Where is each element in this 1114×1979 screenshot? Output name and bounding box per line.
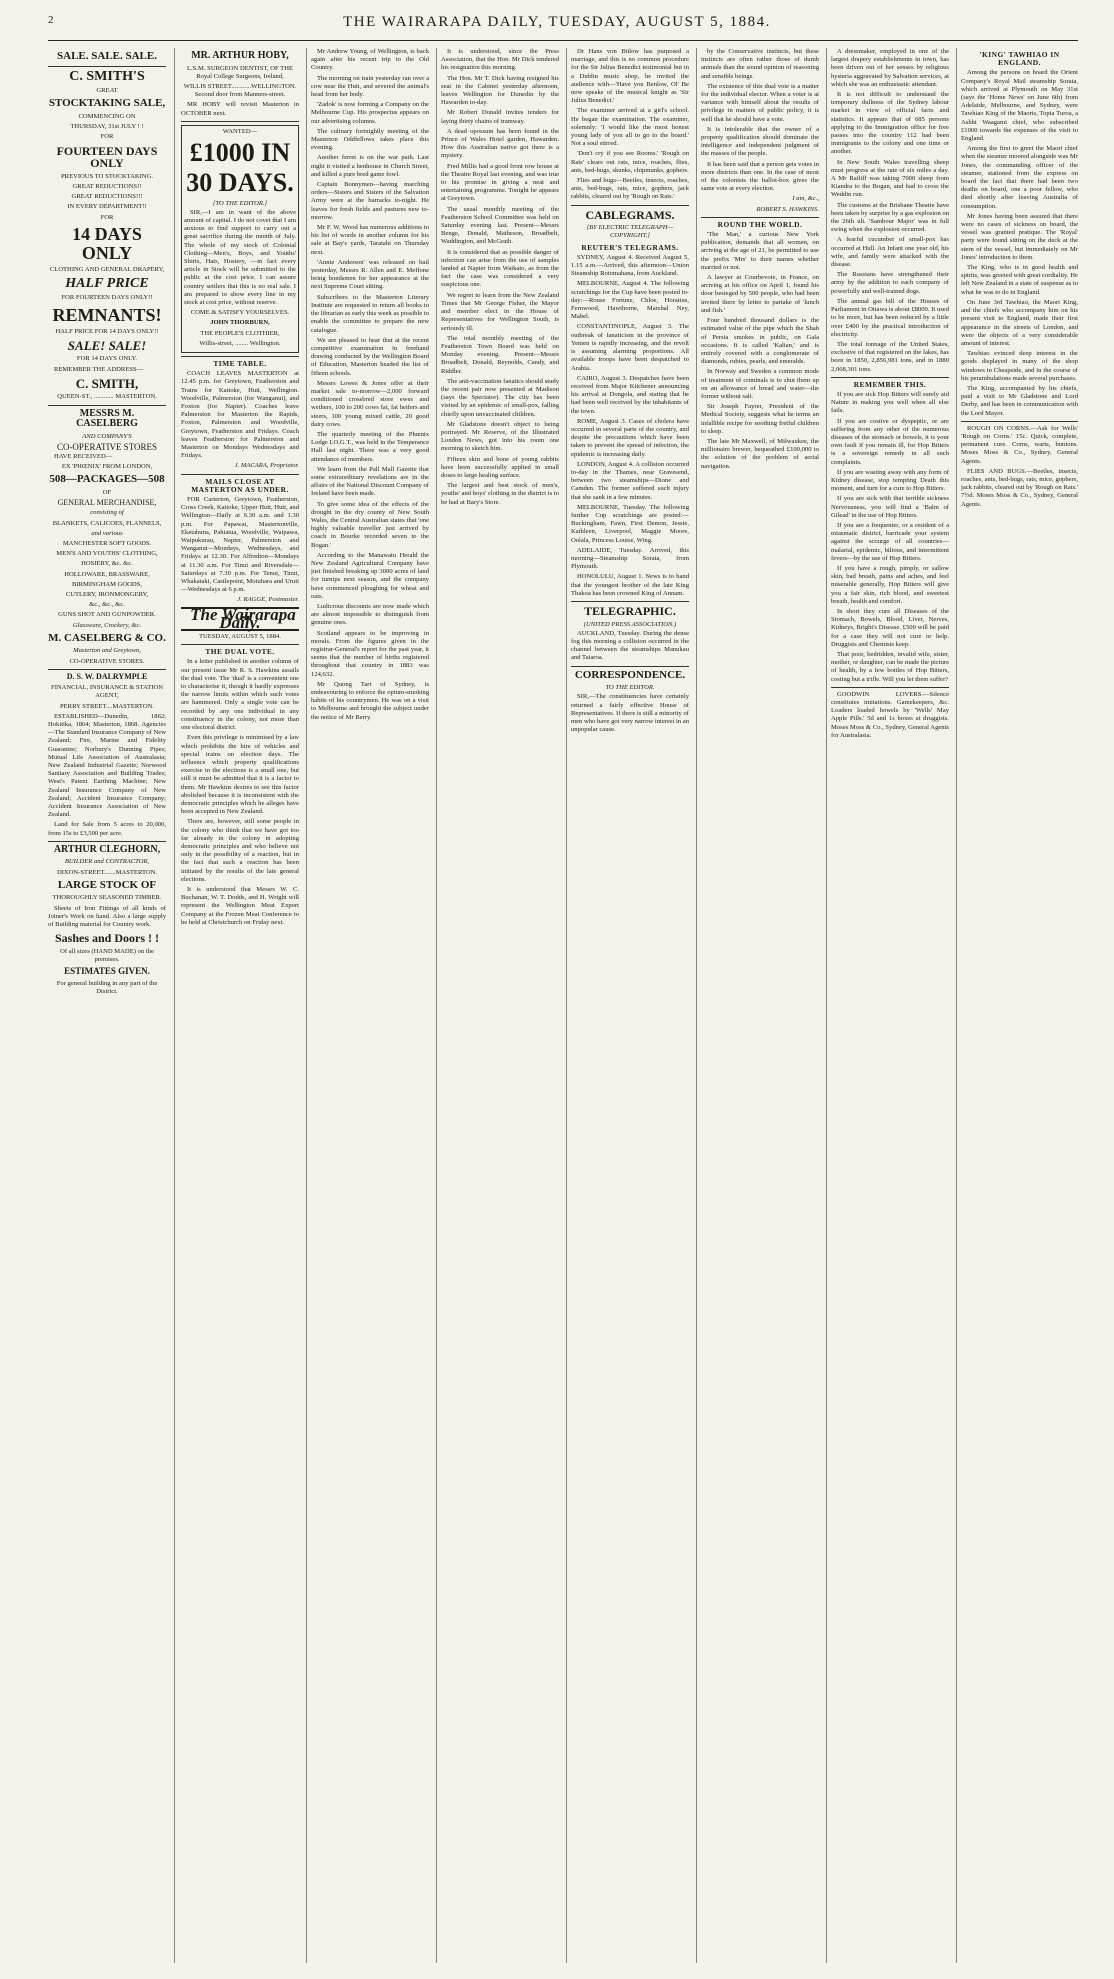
- sashes-heading: Sashes and Doors ! !: [54, 931, 159, 946]
- telegraphic-heading: TELEGRAPHIC.: [584, 603, 676, 618]
- news-item: A lawyer at Courbevoie, in France, on arriving at his office on April 1, found his door besieged by 500 people, who had been invited there by letter to partake of 'lunch and fish.': [701, 274, 819, 314]
- hoby-title: L.S.M. SURGEON DENTIST, OF THE Royal College Surgeons, Ireland,: [187, 64, 293, 80]
- news-item: Scotland appears to be improving in morals. From the figures given in the registrar-General's report for the past year, it seems that the number of births registered throughout that country in 1883 was 124,632.: [311, 629, 429, 678]
- letter-para: The existence of this dual vote is a matter for the individual elector. When a voter is at variance with himself about the results of privilege in matters of public policy, it is well that he should have a vote.: [701, 82, 819, 123]
- column-4: [441, 48, 559, 1963]
- telegraph-item: AUCKLAND, Tuesday. During the dense fog this morning a collision occurred in the channel between the steamships Manukau and Taiaroa.: [571, 629, 689, 662]
- news-item: In Norway and Sweden a common mode of treatment of criminals is to shut them up on an allowance of bread and water—the former without salt.: [701, 368, 819, 400]
- advert-item: ROUGH ON CORNS.—Ask for Wells' 'Rough on Corns.' 15c. Quick, complete, permanent cure. Corns, warts, bunions. Moses Moss & Co., Sydney, General Agents.: [961, 424, 1078, 465]
- estimates-heading: ESTIMATES GIVEN.: [64, 966, 150, 977]
- column-2: [181, 48, 299, 1963]
- paper-date: TUESDAY, AUGUST 5, 1884.: [199, 633, 281, 641]
- cable-item: MELBOURNE, Tuesday. The following further Cup scratchings are posted:—Buckingham, Fawn, First Demon, Jessie, Kathleen, Liverpool, Maggie Moore, Oolala, Princess Louise, Wing.: [571, 503, 689, 544]
- column-rule-5: [696, 48, 697, 1963]
- mens-clothing: MEN'S AND YOUTHS' CLOTHING,: [56, 550, 158, 558]
- page-number: 2: [48, 14, 55, 26]
- for-label-2: FOR: [100, 213, 114, 221]
- manchester-goods: MANCHESTER SOFT GOODS.: [62, 540, 152, 548]
- column-rule-3: [436, 48, 437, 1963]
- news-item: 'The Man,' a curious New York publication, demands that all women, on arriving at the age of 21, be permitted to use the prefix 'Mrs' to their names whether married or not.: [701, 231, 819, 271]
- dalrymple-heading: D. S. W. DALRYMPLE: [66, 671, 148, 681]
- commencing-label: COMMENCING ON: [78, 112, 136, 120]
- wanted-label: WANTED—: [222, 127, 258, 135]
- fourteen-days-heading: FOURTEEN DAYS ONLY: [56, 143, 158, 171]
- sale-date: THURSDAY, 31st JULY ! !: [70, 123, 144, 131]
- column-rule-6: [826, 48, 827, 1963]
- news-item: The anti-vaccination fanatics should study the recent pair now presented at Madison (says the Spectator). The city has been visited by an epidemic of small-pox, falling chiefly upon unvaccinated children.: [441, 377, 559, 418]
- news-item: The total monthly meeting of the Featherston Town Board was held on Monday evening. Present—Messrs Broadbelt, Donald, Reynolds, Candy, and Riddler.: [441, 334, 559, 375]
- column-1: [48, 48, 166, 1963]
- hollowware: HOLLOWARE, BRASSWARE,: [64, 570, 150, 578]
- cutlery: CUTLERY, IRONMONGERY,: [65, 591, 149, 599]
- cable-item: HONOLULU, August 1. News is to hand that the youngest brother of the late King Thakoa has been crowned King of Annam.: [571, 573, 689, 597]
- previous-stocktaking: PREVIOUS TO STOCKTAKING.: [61, 172, 153, 180]
- hoby-visit: MR HOBY will revisit Masterton in OCTOBER next.: [181, 101, 299, 117]
- dalrymple-place: PERRY STREET....MASTERTON.: [59, 702, 154, 710]
- clothing-drapery: CLOTHING AND GENERAL DRAPERY,: [49, 265, 165, 273]
- hop-bitters-para: If you are sick with that terrible sickness Nervousness, you will find a 'Balm of Gilead' in the use of Hop Bitters.: [831, 495, 949, 519]
- news-item: The Hon. Mr T. Dick having resigned his seat in the Cabinet yesterday afternoon, leaves Wellington for Dunedin by the Hawarden to-day.: [441, 74, 559, 107]
- remember-this-heading: REMEMBER THIS.: [853, 379, 927, 389]
- hop-bitters-para: If you are wasting away with any form of Kidney disease, stop tempting Death this moment, and turn for a cure to Hop Bitters.: [831, 468, 949, 493]
- guns-shot: GUNS SHOT AND GUNPOWDER.: [58, 611, 156, 619]
- thorburn-shop: THE PEOPLE'S CLOTHIER,: [200, 329, 280, 337]
- letter-para: by the Conservative instincts, but these instincts are often rather those of dumb animals than the sound opinion of reasoning and sensible beings.: [701, 48, 819, 80]
- cable-item: CONSTANTINOPLE, August 3. The outbreak of fanaticism in the province of Yemen is rapidly increasing, and the revolt is assuming alarming proportions. All available troops have been despatched to Arabia.: [571, 323, 689, 372]
- round-world-heading: ROUND THE WORLD.: [717, 219, 803, 229]
- letter-para: It is intolerable that the owner of a property qualification should dominate the intelligence and independent judgment of the masses of the people.: [701, 125, 819, 158]
- cable-item: MELBOURNE, August 4. The following scratchings for the Cup have been posted to-day:—Rouse Fortune, Chloe, Horatius, Fernwood, Hawthorne, Marshal Ney, Mabel.: [571, 280, 689, 321]
- news-item: It is considered that as possible danger of infection can arise from the use of samples landed at Napier from Waikato, as from the fact the case was considered a very suspicious one.: [441, 248, 559, 289]
- tawhiao-heading: 'KING' TAWHIAO IN ENGLAND.: [979, 50, 1060, 68]
- coop-stores-footer: CO-OPERATIVE STORES.: [69, 657, 145, 665]
- news-item: Mr Jones having been assured that there were no cases of sickness on board, the vessel was granted pratique. The 'Royal' party were found sitting on the deck at the stern of the vessel, but immediately on Mr Jones' introduction to them.: [961, 212, 1078, 261]
- news-item: Messrs Lowes & Jones offer at their market sale to-morrow—2,000 forward conditioned crossbred store ewes and wethers, 100 to 200 cows fat, fat heifers and steers, 100 young mixed cattle, 20 good dairy cows.: [311, 379, 429, 428]
- column-7: [831, 48, 949, 1963]
- hop-bitters-para: If you are sick Hop Bitters will surely aid Nature in making you well when all else fails.: [831, 390, 949, 415]
- address-street: QUEEN-ST., ............ MASTERTON.: [57, 393, 157, 401]
- sale-banner: SALE. SALE. SALE.: [57, 50, 157, 62]
- news-item: We regret to learn from the New Zealand Times that Mr George Fisher, the Mayor and member elect in the House of Representatives for Wellington South, is seriously ill.: [441, 291, 559, 332]
- cable-item: CAIRO, August 3. Despatches have been received from Major Kitchener announcing his arrival at Dongola, and stating that he had been well received by the inhabitants of the town.: [571, 374, 689, 415]
- reuters-heading: REUTER'S TELEGRAMS.: [581, 242, 679, 252]
- per-ship: EX 'PHŒNIX' FROM LONDON,: [61, 463, 153, 471]
- news-item: Mr F. W. Wood has numerous additions to his list of words in another column for his sale at Bay's yards, Taratahi on Thursday next.: [311, 224, 429, 256]
- news-item: The late Mr Maxwell, of Milwaukee, the millionaire brewer, bequeathed £100,000 to the solution of the problem of aerial navigation.: [701, 437, 819, 470]
- packages-heading: 508—PACKAGES—508: [49, 473, 165, 486]
- news-item: Mr Quong Tart of Sydney, is endeavouring to enforce the opium-smoking habits of his countrymen. He was on a visit to Melbourne and brought the subject under the notice of Mr Berry.: [311, 680, 429, 721]
- news-item: The Russians have strengthened their army by the addition to each company of powerfully and well-trained dogs.: [831, 271, 949, 295]
- news-item: The examiner arrived at a girl's school. He began the examination. The examiner, solemnly: 'I would like the most honest young lady of you all to go to the board.' Not a soul stirred.: [571, 107, 689, 148]
- caselberg-place: Masterton and Greytown,: [73, 647, 141, 655]
- hoby-address: WILLIS STREET............WELLINGTON. Second door from Manners-street.: [183, 82, 297, 99]
- every-department: IN EVERY DEPARTMENT!!: [67, 203, 147, 211]
- news-item: We are pleased to hear that at the recent competitive examination in freehand drawing conducted by the Wellington Board of Education, Masterton headed the list of fifteen schools.: [311, 336, 429, 377]
- advert-item: FLIES AND BUGS.—Beetles, insects, roaches, ants, bed-bugs, rats, mice, gophers, jack rabbits, cleared out by 'Rough on Rats.' 7½d. Moses Moss & Co., Sydney, General Agents.: [961, 467, 1078, 508]
- birmingham-goods: BIRMINGHAM GOODS,: [72, 580, 142, 588]
- news-item: Captain Bonnymen—having marching orders—Sisters and Sisters of the Salvation Army were at the barracks to-night. He leaves for fresh fields and pastures new to-morrow.: [311, 181, 429, 221]
- timetable-heading: TIME TABLE.: [213, 358, 267, 368]
- wanted-text: SIR,—I am in want of the above amount of capital. I do not covet that I am anxious to find support to carry out a great sacrifice during the month of July. The whole of my stock of Colonial Clothing—Men's, Boys, and Youths' Shirts, Hats, Hosiery, —in fact every article in Stock will be submitted to the public at the cost price. I can assure country settlers that this is no real sale. I am prepared to show every line in my stock at cost price, without reserve.: [184, 208, 296, 306]
- hop-bitters-para: If you are costive or dyspeptic, or are suffering from any other of the numerous diseases of the stomach or bowels, it is your own fault if you remain ill, for Hop Bitters is a sovereign remedy in all such complaints.: [831, 417, 949, 466]
- news-item: A dead opossum has been found in the Prince of Wales Hotel garden, Hawarden. How this Australian native got there is a mystery.: [441, 127, 559, 160]
- column-6: [701, 48, 819, 1963]
- news-item: Among the persons on board the Orient Company's Royal Mail steamship Sorata, which arrived at Plymouth on May 31st (says the 'Home News' on June 6th) from Adelaide, Melbourne, and Sydney, were Tawhiao King of the Maoris, Topia Turoa, a Ashhi Waagami chief, who subscribed £1000 towards the expenses of the visit to England.: [961, 69, 1078, 143]
- correspondence-text: SIR,—The constituencies have certainly returned a fairly effective House of Representatives. If there is still a minority of men who have got very narrow interest in an unpopular cause.: [571, 693, 689, 734]
- news-item: According to the Manawatu Herald the New Zealand Agricultural Company have just finished breaking up 3000 acres of land for turnips next season, and the company have commenced ploughing for wheat and oats.: [311, 551, 429, 600]
- hop-bitters-para: That poor, bedridden, invalid wife, sister, mother, or daughter, can be made the picture of health, by a few bottles of Hop Bitters, costing but a trifle. Will you let them suffer?: [831, 651, 949, 683]
- letter-signature: ROBERT S. HAWKINS.: [756, 205, 819, 213]
- news-item: Dr Hans von Bülow has purposed a marriage, and this is no common procedure for the Sir Julius Benedict testimonial but in a Dublin music shop, he invited the audience with—'Have you Benlow, Ol' Be now speaks of the musical knight as 'Sir Julius Benedict.': [571, 48, 689, 105]
- for-label: FOR: [100, 133, 114, 141]
- news-item: Four hundred thousand dollars is the estimated value of the pipe which the Shah of Persia smokes in public, on Gala occasions. It is called 'Kalian,' and is entirely covered with a conglomerate of diamonds, rubies, pearls, and emeralds.: [701, 317, 819, 366]
- timber-text: Sheets of Iron Fittings of all kinds of Joiner's Work on hand. Also a large supply of Building material for Country work.: [48, 904, 166, 928]
- cleghorn-heading: ARTHUR CLEGHORN,: [53, 843, 161, 855]
- come-satisfy: COME & SATISFY YOURSELVES.: [190, 309, 290, 317]
- hop-bitters-para: If you have a rough, pimply, or sallow skin, bad breath, pains and aches, and feel miserable generally, Hop Bitters will give you a fair skin, rich blood, and sweetest breath, health and comfort.: [831, 564, 949, 605]
- news-item: Fred Millis had a good front row house at the Theatre Royal last evening, and was true to his promise in giving a neat and entertaining programme. Tonight he appears at Greytown.: [441, 162, 559, 203]
- news-item: It is not difficult to understand the temporary dullness of the Sydney labour market in view of official facts and statistics. It appears that of 685 persons applying to the Immigration office for free passes into the country 112 had been immigrants to the colony and one time or another.: [831, 91, 949, 156]
- sale-sale-heading: SALE! SALE!: [67, 337, 147, 353]
- timetable-signature: J. MACARA, Proprietor.: [234, 462, 299, 470]
- news-item: The customs at the Brisbane Theatre have been taken by surprise by a gas explosion on the 26th ult. 'Sambour Major' was in full swing when the explosion occurred.: [831, 201, 949, 234]
- news-item: 'Zadok' is now forming a Company on the Melbourne Cup. His prospectus appears on our advertising columns.: [311, 101, 429, 125]
- glassware: Glassware, Crockery, &c.: [72, 621, 142, 629]
- smith-name: C. SMITH'S: [69, 68, 145, 84]
- correspondence-subheading: TO THE EDITOR.: [605, 684, 655, 692]
- wanted-ad: [181, 125, 299, 353]
- great-label: GREAT: [96, 87, 118, 95]
- fourteen-days-large: 14 DAYS ONLY: [72, 223, 142, 263]
- dual-vote-para-3: There are, however, still some people in the colony who think that we have got too far already in the colony in adopting democratic principles and who believe not only in the possibility of a reaction, but in the fact that such a reaction has been initiated by the results of the late general elections.: [181, 818, 299, 883]
- news-item: It is understood, since the Press Association, that the Hon. Mr Dick tendered his resignation this morning.: [441, 48, 559, 72]
- cleghorn-place: DIXON-STREET.......MASTERTON.: [56, 868, 158, 876]
- column-3: [311, 48, 429, 1963]
- half-price-heading: HALF PRICE: [65, 275, 149, 291]
- sashes-text: Of all sizes (HAND MADE) on the premises.: [60, 947, 154, 963]
- column-5: [571, 48, 689, 1963]
- dual-vote-para-1: In a letter published in another column of our present issue Mr R. S. Hawkins assails the dual vote. The 'dual' is a convenient one to characterise it, though it hardly expresses the narrow limits within which such votes are hammered. Only a single vote can be recorded by any one individual in any constituency in the colony, not more than one electoral district.: [181, 658, 299, 732]
- masthead-rule: [48, 40, 1078, 41]
- reductions-1: GREAT REDUCTIONS!!: [72, 182, 142, 190]
- news-item: A fearful cucumber of small-pox has occurred at Hull. An Infant one year old, his wife, and family were attacked with the disease.: [831, 236, 949, 269]
- address-name: C. SMITH,: [75, 375, 139, 391]
- stocktaking-heading: STOCKTAKING SALE,: [48, 97, 166, 110]
- thorburn-street: Willis-street, ........ Wellington.: [199, 339, 281, 347]
- letter-para: It has been said that a person gets votes in more districts than one. In the case of most of the colonists the ballot-box gives the same vote at every election.: [701, 160, 819, 193]
- cleghorn-title: BUILDER and CONTRACTOR,: [64, 858, 150, 866]
- for-14-days: FOR 14 DAYS ONLY.: [76, 355, 138, 363]
- cable-item: SYDNEY, August 4. Received August 5, 1.15 a.m.—Arrived, this afternoon—Union Steamship Rotomahana, from Auckland.: [571, 253, 689, 278]
- news-item: The King, accompanied by his chiefs, paid a visit to Mr Gladstone and Lord Derby, and has been in communication with the Lord Mayor.: [961, 384, 1078, 417]
- land-for-sale: Land for Sale from 5 acres to 20,000, from 15s to £3,500 per acre.: [48, 821, 166, 837]
- dalrymple-title: FINANCIAL, INSURANCE & STATION AGENT,: [51, 684, 163, 700]
- news-item: Mr Gladstone doesn't object to being portrayed. Mr Reserve, of the Illustrated London News, got into his room one morning to sketch him.: [441, 420, 559, 453]
- hosiery: HOSIERY, &c. &c.: [81, 560, 133, 568]
- paper-nameplate: The Wairarapa Daily.: [181, 607, 299, 631]
- news-item: Tawhiao evinced deep interest in the goods displayed in many of the shop windows in Cheapside, and in the course of his perambulations made several purchases.: [961, 350, 1078, 382]
- mails-heading: MAILS CLOSE AT MASTERTON AS UNDER.: [191, 476, 289, 494]
- reductions-2: GREAT REDUCTIONS!!!: [71, 193, 143, 201]
- cablegrams-heading: CABLEGRAMS.: [585, 207, 675, 222]
- blankets: BLANKETS, CALICOES, FLANNELS,: [52, 519, 162, 527]
- news-item: 'Annie Anderson' was released on bail yesterday, Messrs R. Allen and E. Meffone being bondsmen for her appearance at the next Supreme Court sitting.: [311, 258, 429, 291]
- cable-item: LONDON, August 4. A collision occurred to-day in the Thames, near Gravesend, between two steamships—Dione and Camden. The former suffered such injury that she sank in a few minutes.: [571, 460, 689, 501]
- timetable-text: COACH LEAVES MASTERTON at 12.45 p.m. for Greytown, Featherston and Trains for Kaitoke, Hutt, Wellington. Woodville, Palmerston (for Wanganui), and Foxton (for Napier). Coaches leave Palmerston for Masterton the Rapids, Foxton, Palmerston and Woodville, Greytown, Featherston and Fridays. Coach leaves Featherston for Palmerston and Masterton on Mondays Wednesdays and Fridays.: [181, 370, 299, 460]
- news-item: The morning on train yesterday ran over a cow near the Hutt, and severed the animal's head from her body.: [311, 74, 429, 99]
- hop-bitters-para: If you are a frequenter, or a resident of a miasmatic district, barricade your system against the scourge of all countries—malarial, epidemic, bilious, and intermittent fevers—by the use of Hop Bitters.: [831, 521, 949, 562]
- news-item: Among the first to greet the Maori chief when the steamer moored alongside was Mr Jones, the commanding officer of the steamer, stationed from the express on board the fact that there had been two deaths on board, one a poor fellow, who died shortly after leaving Australia of consumption.: [961, 145, 1078, 210]
- consisting-of: consisting of: [90, 509, 124, 517]
- letter-closing: I am, &c.,: [792, 195, 819, 203]
- news-item: The largest and best stock of men's, youths' and boys' clothing in the district is to be had at Bary's Store.: [441, 482, 559, 506]
- caselberg-company: AND COMPANY'S: [82, 432, 132, 440]
- cooperative-stores: CO-OPERATIVE STORES: [56, 441, 158, 452]
- general-merchandise: GENERAL MERCHANDISE,: [57, 498, 157, 508]
- news-item: Flies and bugs—Beetles, insects, roaches, ants, bed-bugs, rats, mice, gophers, jack rabbits, cleared out by 'Rough on Rats.': [571, 177, 689, 201]
- dual-vote-para-2: Even this privilege is minimised by a law which prohibits the hire of vehicles and special trains on election days. The influence which property qualifications exercise in the elections is a small one, but still it must be admitted that it is a factor to them. Mr Hawkins desires to see this factor abolished because it is inconsistent with the democratic principles which he alleges have been accepted in New Zealand.: [181, 734, 299, 816]
- to-editor-label: [TO THE EDITOR.]: [212, 199, 268, 207]
- various-label: and various: [91, 529, 123, 537]
- news-item: Sir Joseph Fayrer, President of the Medical Society, suggests what he terms an infallible recipe for soothing fretful children to sleep.: [701, 403, 819, 435]
- news-item: On June 3rd Tawhiao, the Maori King, and the chiefs who accompany him on his present visit to England, made their first appearance in the streets of London, and were the objects of a very considerable amount of interest.: [961, 298, 1078, 347]
- half-price-note: HALF PRICE FOR 14 DAYS ONLY!!: [55, 327, 159, 335]
- thorburn-name: JOHN THORBURN,: [210, 319, 270, 327]
- news-item: Subscribers to the Masterton Literary Institute are requested to return all books to the librarian as early this week as possible to enable the committee to prepare the new catalogue.: [311, 293, 429, 334]
- news-item: The King, who is in good health and spirits, was greeted with great cordiality. He left New Zealand in a state of suspense as to what he was to do in England.: [961, 264, 1078, 296]
- masthead: [0, 14, 1114, 38]
- column-8: [961, 48, 1078, 1963]
- news-item: Mr Andrew Young, of Wellington, is back again after his recent trip to the Old Country.: [311, 48, 429, 72]
- news-item: The culinary fortnightly meeting of the Masterton Oddfellows takes place this evening.: [311, 127, 429, 152]
- correspondence-heading: CORRESPONDENCE.: [574, 668, 686, 681]
- cable-item: ROME, August 3. Cases of cholera have occurred in several parts of the country, and despite the precautions which have been taken to prevent the spread of infection, the epidemic is increasing daily.: [571, 417, 689, 458]
- of-label: OF: [102, 489, 112, 497]
- column-rule-4: [566, 48, 567, 1963]
- advert-item: GOODWIN LOVERS.—Silence constitutes imitations. Gamekeepers, &c. Loaders loaded bowels by 'Wells' May Apple Pills.' 5d and 1s boxes at druggists. Moses Moss & Co., Sydney, General Agents for Australasia.: [831, 690, 949, 739]
- dalrymple-text: ESTABLISHED—Dunedin, 1862; Hokitika, 1864; Masterton, 1868. Agencies—The Standard Insurance Company of New Zealand; Fire, Marine and Fidelity Guarantee; Norbury's Dunning Pipes; Mutual Life Association of Australasia; New Zealand Industrial Gazette; Norwood Sanitary Association and Building Trades; West's Patent Earthing Machine; New Zealand Insurance Company of New Zealand; Accident Insurance Company; Accident Insurance Association of New Zealand.: [48, 712, 166, 819]
- news-item: The annual gas bill of the Houses of Parliament in Ottawa is about £8000. It used to be more, but has been reduced by a little over £400 by the practical introduction of electricity.: [831, 297, 949, 338]
- column-rule-7: [956, 48, 957, 1963]
- for-fourteen-days: FOR FOURTEEN DAYS ONLY!!: [61, 294, 153, 302]
- seasoned-timber: THOROUGHLY SEASONED TIMBER.: [52, 894, 162, 902]
- news-item: The total tonnage of the United States, exclusive of that registered on the lakes, has been in 1850, 2,856,981 tons, and in 1880 2,068,301 tons.: [831, 340, 949, 373]
- large-stock: LARGE STOCK OF: [57, 878, 157, 891]
- news-item: 'Don't cry if you see Rooms.' 'Rough on Rats' clears out rats, mice, roaches, flies, ants, bed-bugs, skunks, chipmunks, gophers.: [571, 150, 689, 174]
- news-item: The usual monthly meeting of the Featherston School Committee was held on Saturday evening last. Present—Messrs Benge, Donald, Matheson, Broadbelt, Waddington, and McGrath.: [441, 205, 559, 246]
- cable-item: ADELAIDE, Tuesday. Arrived, this morning—Steamship Sorata, from Plymouth.: [571, 546, 689, 571]
- columns: [48, 48, 1078, 1963]
- news-item: Fifteen skin and bone of young rabbits have been successfully applied in small doses to large healing surface.: [441, 455, 559, 479]
- hoby-heading: MR. ARTHUR HOBY,: [191, 50, 289, 61]
- dual-vote-para-4: It is understood that Messrs W. C. Buchanan, W. T. Dodds, and H. Wright will represent the Wellington Meat Export Company at the Frozen Meat Conference to be held at Christchurch on Friday next.: [181, 885, 299, 926]
- hop-bitters-para: In short they cure all Diseases of the Stomach, Bowels, Blood, Liver, Nerves, Kidneys, Bright's Disease. £500 will be paid for a case they will not cure or help. Druggists and Chemists keep.: [831, 608, 949, 648]
- wanted-days: 30 DAYS.: [186, 168, 294, 198]
- news-item: The quarterly meeting of the Phœnix Lodge I.O.G.T., was held in the Temperance Hall last night. There was a very good attendance of members.: [311, 430, 429, 463]
- cablegrams-subheading: [BY ELECTRIC TELEGRAPH—COPYRIGHT.]: [586, 224, 674, 240]
- news-item: To give some idea of the effects of the drought in the dry county of New South Wales, the Central Australian states that 'one highly valuable traveller just arrived by coach in Bourke recorded seven to the Bogan.': [311, 500, 429, 549]
- news-item: A dressmaker, employed in one of the largest drapery establishments in town, has been driven out of her senses by religious hysteria aggravated by Salvation services, at which she was an enthusiastic attendant.: [831, 48, 949, 88]
- masthead-title: THE WAIRARAPA DAILY, TUESDAY, AUGUST 5, 1884.: [343, 14, 771, 30]
- estimates-text: For general building in any part of the District.: [56, 979, 158, 995]
- remember-address: REMEMBER THE ADDRESS—: [54, 365, 144, 373]
- telegraphic-subheading: (UNITED PRESS ASSOCIATION.): [583, 620, 677, 628]
- have-received: HAVE RECEIVED—: [54, 453, 113, 461]
- caselberg-signature: M. CASELBERG & CO.: [48, 631, 166, 644]
- news-item: Mr Robert Donald invites tenders for laying thirty chains of tramway.: [441, 109, 559, 125]
- news-item: We learn from the Pall Mall Gazette that some extraordinary revelations are in the affairs of the National Discount Company of Ireland have been made.: [311, 465, 429, 498]
- column-rule-1: [174, 48, 175, 1963]
- dual-vote-heading: THE DUAL VOTE.: [205, 647, 275, 657]
- remnants-heading: REMNANTS!: [52, 304, 162, 325]
- mails-text: FOR Carterton, Greytown, Featherston, Cross Creek, Kaitoke, Upper Hutt, Hutt, and Wellington—Daily at 6.30 a.m. and 1.30 p.m. For Papawai, Mastertonville, Eketahuna, Pahiatua, Woodville, Waipawa, Waipukurau, Napier, Palmerston and Wanganui—Mondays, Wednesdays, and Fridays at 12.30. For Alfredton—Mondays at 11.30 a.m. For Tinui and Riversdale—Saturdays at 7.30 p.m. For Tenui, Tinui, Whakataki, Castlepoint, Motuhara and Uruti—Wednesdays at 6 p.m.: [181, 496, 299, 594]
- caselberg-heading: MESSRS M. CASELBERG: [76, 407, 138, 430]
- mails-signature: J. RAGGE, Postmaster.: [237, 596, 299, 604]
- wanted-amount: £1000 IN: [189, 137, 291, 167]
- etc-label: &c., &c., &c.: [89, 601, 125, 609]
- news-item: Ludicrous discounts are now made which are almost impossible to distinguish from genuine ones.: [311, 603, 429, 627]
- news-item: In New South Wales travelling sheep must progress at the rate of six miles a day. A Mr Ratliff was taking 7000 sheep from Kiandra to the Bogan, and had to cross the Weddin run.: [831, 158, 949, 199]
- news-item: Another ferret is on the war path. Last night it visited a henhouse in Church Street, and killed a pure bred game fowl.: [311, 154, 429, 178]
- column-rule-2: [306, 48, 307, 1963]
